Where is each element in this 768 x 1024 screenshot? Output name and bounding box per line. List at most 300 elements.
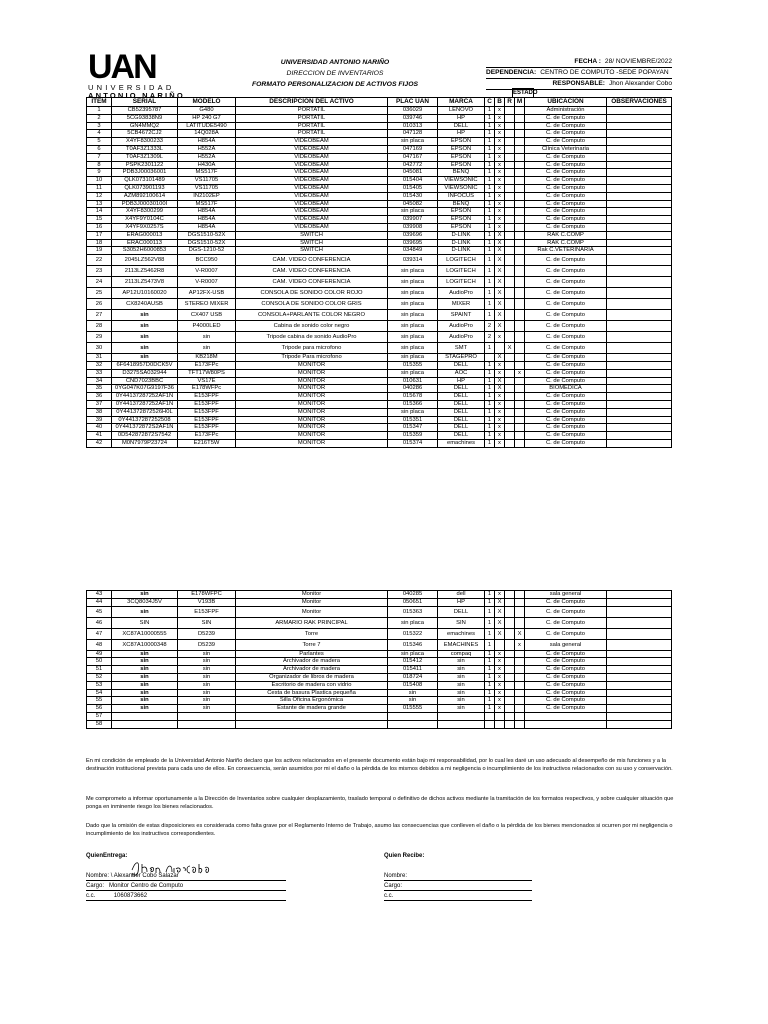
table-row: [87, 130, 672, 138]
table-cell: C. de Computo: [525, 208, 607, 216]
table-cell: 22: [87, 255, 112, 266]
table-cell: E153FPF: [178, 400, 236, 408]
table-cell: 1: [485, 216, 495, 224]
table-cell: [607, 169, 672, 177]
table-cell: 1: [485, 310, 495, 321]
table-cell: 015347: [388, 424, 438, 432]
table-cell: [607, 200, 672, 208]
table-cell: [607, 697, 672, 705]
table-cell: 1: [485, 200, 495, 208]
table-cell: [236, 712, 388, 720]
table-cell: BENQ: [438, 200, 485, 208]
table-cell: x: [495, 138, 505, 146]
table-cell: [515, 385, 525, 393]
table-cell: 1: [485, 266, 495, 277]
table-cell: X: [495, 310, 505, 321]
table-cell: x: [495, 332, 505, 343]
table-cell: [505, 239, 515, 247]
table-cell: C. de Computo: [525, 697, 607, 705]
table-cell: [607, 408, 672, 416]
table-cell: 7: [87, 153, 112, 161]
table-cell: Archivador de madera: [236, 658, 388, 666]
table-cell: ERAG000013: [112, 231, 178, 239]
table-cell: SWITCH: [236, 247, 388, 255]
table-cell: x: [495, 177, 505, 185]
table-cell: 1: [485, 299, 495, 310]
table-cell: 015411: [388, 666, 438, 674]
table-cell: X: [495, 606, 505, 617]
table-cell: [515, 673, 525, 681]
table-cell: 010313: [388, 122, 438, 130]
table-row: [87, 598, 672, 606]
table-cell: [505, 650, 515, 658]
table-cell: EPSON: [438, 145, 485, 153]
table-cell: [505, 277, 515, 288]
entrega-nombre-line: [86, 872, 286, 881]
table-cell: [505, 400, 515, 408]
table-cell: STEREO MIXER: [178, 299, 236, 310]
table-cell: [178, 712, 236, 720]
table-cell: sin placa: [388, 650, 438, 658]
table-cell: 0Y441372872S2AF1N: [112, 424, 178, 432]
table-cell: [515, 321, 525, 332]
table-cell: sin: [178, 332, 236, 343]
table-cell: DELL: [438, 400, 485, 408]
table-cell: LATITUDE5490: [178, 122, 236, 130]
table-cell: [515, 705, 525, 713]
table-cell: [607, 192, 672, 200]
table-cell: [505, 169, 515, 177]
table-cell: X4YF8300233: [112, 138, 178, 146]
table-cell: MS517F: [178, 200, 236, 208]
recibe-cargo-line: [384, 882, 532, 891]
table-cell: H854A: [178, 223, 236, 231]
table-cell: HP: [438, 377, 485, 385]
table-cell: 43: [87, 591, 112, 599]
table-cell: [515, 617, 525, 628]
table-cell: MONITOR: [236, 416, 388, 424]
table-cell: [505, 689, 515, 697]
table-row: [87, 184, 672, 192]
table-cell: x: [515, 369, 525, 377]
table-cell: sin: [112, 354, 178, 362]
table-cell: EPSON: [438, 153, 485, 161]
table-cell: X: [495, 628, 505, 639]
table-cell: 0Y441372872526H0L: [112, 408, 178, 416]
table-cell: PDB3J00030100I: [112, 200, 178, 208]
table-cell: 039908: [388, 223, 438, 231]
table-cell: 0Y44137287252AF1N: [112, 393, 178, 401]
table-cell: 1: [485, 239, 495, 247]
table-cell: MONITOR: [236, 369, 388, 377]
table-cell: H854A: [178, 216, 236, 224]
table-cell: 12: [87, 192, 112, 200]
table-cell: [607, 385, 672, 393]
table-cell: x: [495, 145, 505, 153]
table-cell: [515, 231, 525, 239]
table-cell: [515, 361, 525, 369]
assets-table-lower: [86, 590, 672, 729]
table-cell: sin placa: [388, 266, 438, 277]
legal-paragraph-3: Dado que la omisión de estas disposiciones es considerada como falta grave por el Reglamento Interno de Trabajo, asumo las consecuencias que conlleven el daño o la pérdida de los bienes mencionados si ocurren por mi negligencia o incumplimiento de los instructivos correspondientes.: [86, 823, 673, 838]
table-cell: X: [505, 343, 515, 354]
table-cell: 48: [87, 639, 112, 650]
table-cell: QLK073101489: [112, 177, 178, 185]
table-cell: x: [495, 416, 505, 424]
table-cell: C. de Computo: [525, 321, 607, 332]
table-cell: [505, 310, 515, 321]
table-cell: [505, 591, 515, 599]
table-cell: EPSON: [438, 161, 485, 169]
table-cell: sin: [178, 705, 236, 713]
table-cell: C. de Computo: [525, 161, 607, 169]
table-cell: E173FPc: [178, 361, 236, 369]
table-cell: X: [495, 299, 505, 310]
table-cell: Monitor: [236, 591, 388, 599]
table-cell: LOGITECH: [438, 255, 485, 266]
table-cell: [438, 712, 485, 720]
table-cell: [607, 184, 672, 192]
table-cell: 047128: [388, 130, 438, 138]
table-cell: H854A: [178, 208, 236, 216]
table-cell: x: [495, 439, 505, 447]
table-cell: [515, 223, 525, 231]
table-cell: VIDEOBEAM: [236, 145, 388, 153]
table-cell: 1: [485, 130, 495, 138]
column-header: UBICACIÓN: [525, 98, 607, 107]
table-cell: [505, 247, 515, 255]
table-cell: [607, 255, 672, 266]
table-cell: 1: [485, 138, 495, 146]
table-cell: C. de Computo: [525, 408, 607, 416]
table-cell: 039695: [388, 239, 438, 247]
table-cell: X: [495, 255, 505, 266]
table-row: [87, 639, 672, 650]
table-cell: STAGEPRO: [438, 354, 485, 362]
table-cell: MONITOR: [236, 408, 388, 416]
table-cell: [505, 184, 515, 192]
table-cell: QLK073901193: [112, 184, 178, 192]
table-cell: 050651: [388, 598, 438, 606]
table-cell: sin: [112, 332, 178, 343]
table-cell: C. de Computo: [525, 138, 607, 146]
table-cell: x: [495, 705, 505, 713]
table-cell: 1: [485, 122, 495, 130]
table-cell: 49: [87, 650, 112, 658]
table-cell: C. de Computo: [525, 266, 607, 277]
table-cell: dell: [438, 591, 485, 599]
table-cell: 034849: [388, 247, 438, 255]
table-cell: [525, 720, 607, 728]
table-cell: 9: [87, 169, 112, 177]
table-cell: X: [495, 598, 505, 606]
table-row: [87, 122, 672, 130]
table-cell: 29: [87, 332, 112, 343]
table-cell: 1: [485, 153, 495, 161]
table-cell: CAM. VIDEO CONFERENCIA: [236, 266, 388, 277]
table-cell: VIEWSONIC: [438, 184, 485, 192]
table-cell: sin: [178, 697, 236, 705]
table-cell: C. de Computo: [525, 689, 607, 697]
logo-line-universidad: UNIVERSIDAD: [88, 83, 175, 92]
table-cell: X: [495, 277, 505, 288]
table-cell: [505, 432, 515, 440]
table-cell: AudioPro: [438, 332, 485, 343]
table-cell: LOGITECH: [438, 266, 485, 277]
table-cell: [505, 145, 515, 153]
table-cell: x: [495, 658, 505, 666]
table-cell: [607, 208, 672, 216]
table-cell: DELL: [438, 432, 485, 440]
table-cell: [607, 114, 672, 122]
table-cell: V-R0007: [178, 266, 236, 277]
table-row: [87, 169, 672, 177]
table-row: [87, 343, 672, 354]
table-cell: 24: [87, 277, 112, 288]
table-cell: VIDEOBEAM: [236, 216, 388, 224]
table-cell: EPSON: [438, 138, 485, 146]
table-cell: C. de Computo: [525, 439, 607, 447]
table-row: [87, 288, 672, 299]
table-cell: CONSOLA DE SONIDO COLOR GRIS: [236, 299, 388, 310]
table-cell: 14: [87, 208, 112, 216]
table-cell: [607, 223, 672, 231]
table-cell: X: [495, 266, 505, 277]
table-cell: 15: [87, 216, 112, 224]
table-cell: 042772: [388, 161, 438, 169]
table-cell: DGS-1210-52: [178, 247, 236, 255]
table-cell: Monitor: [236, 606, 388, 617]
table-cell: [505, 712, 515, 720]
table-cell: 010631: [388, 377, 438, 385]
table-cell: [236, 720, 388, 728]
table-cell: [515, 681, 525, 689]
table-cell: [607, 606, 672, 617]
table-cell: 1: [485, 114, 495, 122]
table-cell: 6F6418957D0DCK5V: [112, 361, 178, 369]
table-cell: [607, 130, 672, 138]
table-cell: Rak C.VETERINARIA: [525, 247, 607, 255]
table-cell: D5239: [178, 639, 236, 650]
table-cell: [607, 424, 672, 432]
table-cell: [515, 354, 525, 362]
table-cell: LENOVO: [438, 107, 485, 115]
table-cell: [505, 192, 515, 200]
table-cell: x: [515, 639, 525, 650]
table-cell: PORTATIL: [236, 114, 388, 122]
table-cell: CONSOLA+PARLANTE COLOR NEGRO: [236, 310, 388, 321]
column-header: SERIAL: [112, 98, 178, 107]
table-cell: VIDEOBEAM: [236, 177, 388, 185]
table-cell: PORTATIL: [236, 130, 388, 138]
table-cell: 039907: [388, 216, 438, 224]
table-cell: x: [495, 223, 505, 231]
table-cell: S3052H6000853: [112, 247, 178, 255]
table-row: [87, 628, 672, 639]
table-cell: 14Q028A: [178, 130, 236, 138]
table-cell: [607, 138, 672, 146]
table-cell: C. de Computo: [525, 192, 607, 200]
table-cell: sin: [178, 658, 236, 666]
table-cell: 42: [87, 439, 112, 447]
table-cell: MONITOR: [236, 361, 388, 369]
table-cell: 1: [485, 650, 495, 658]
table-cell: [505, 266, 515, 277]
table-cell: [607, 591, 672, 599]
table-cell: [525, 712, 607, 720]
table-cell: C. de Computo: [525, 310, 607, 321]
table-cell: SIN: [178, 617, 236, 628]
table-cell: 58: [87, 720, 112, 728]
recibe-nombre-label: Nombre:: [384, 873, 408, 879]
table-cell: 30: [87, 343, 112, 354]
table-cell: sin: [112, 310, 178, 321]
table-cell: DGS1510-52X: [178, 231, 236, 239]
table-row: [87, 720, 672, 728]
table-cell: 015405: [388, 184, 438, 192]
table-cell: sin: [112, 673, 178, 681]
table-row: [87, 408, 672, 416]
table-cell: PORTATIL: [236, 122, 388, 130]
table-row: [87, 153, 672, 161]
table-cell: [515, 432, 525, 440]
table-cell: AP12U10160020: [112, 288, 178, 299]
table-cell: M0N7979P23724: [112, 439, 178, 447]
table-cell: D-LINK: [438, 231, 485, 239]
table-cell: x: [495, 200, 505, 208]
table-cell: X: [495, 377, 505, 385]
table-cell: E153FPF: [178, 606, 236, 617]
table-cell: 0D542872872S7542: [112, 432, 178, 440]
table-cell: sin: [178, 343, 236, 354]
table-cell: [515, 712, 525, 720]
table-cell: VIDEOBEAM: [236, 184, 388, 192]
table-cell: C. de Computo: [525, 177, 607, 185]
table-cell: [495, 639, 505, 650]
table-cell: 47: [87, 628, 112, 639]
table-cell: Tripode cabina de sonido AudioPro: [236, 332, 388, 343]
column-header: OBSERVACIONES: [607, 98, 672, 107]
table-cell: [607, 266, 672, 277]
table-cell: H430A: [178, 161, 236, 169]
table-cell: 1: [485, 697, 495, 705]
table-cell: X: [495, 354, 505, 362]
table-cell: IN2102EP: [178, 192, 236, 200]
table-cell: 1: [485, 223, 495, 231]
table-cell: VIDEOBEAM: [236, 208, 388, 216]
table-cell: x: [495, 153, 505, 161]
table-row: [87, 689, 672, 697]
table-cell: DELL: [438, 416, 485, 424]
table-cell: C. de Computo: [525, 416, 607, 424]
table-cell: 2: [87, 114, 112, 122]
table-cell: 1: [485, 369, 495, 377]
table-cell: 039746: [388, 114, 438, 122]
table-cell: VIDEOBEAM: [236, 161, 388, 169]
table-cell: E178WFPc: [178, 385, 236, 393]
table-cell: 52: [87, 673, 112, 681]
table-cell: T0AF3Z1309L: [112, 153, 178, 161]
table-cell: [495, 712, 505, 720]
table-cell: [607, 288, 672, 299]
table-cell: [607, 628, 672, 639]
table-cell: H854A: [178, 138, 236, 146]
table-cell: sin placa: [388, 299, 438, 310]
table-cell: x: [495, 400, 505, 408]
table-cell: [505, 377, 515, 385]
table-cell: x: [495, 681, 505, 689]
table-cell: 039314: [388, 255, 438, 266]
table-cell: X4YF9Y0104C: [112, 216, 178, 224]
table-cell: [515, 138, 525, 146]
table-cell: [515, 192, 525, 200]
entrega-cargo-line: [86, 882, 286, 891]
table-cell: [505, 369, 515, 377]
table-cell: 41: [87, 432, 112, 440]
table-cell: 16: [87, 223, 112, 231]
fecha-label: FECHA :: [574, 58, 601, 65]
table-cell: DELL: [438, 361, 485, 369]
table-cell: 1: [485, 416, 495, 424]
table-cell: 045082: [388, 200, 438, 208]
table-cell: EPSON: [438, 223, 485, 231]
table-cell: VS17E: [178, 377, 236, 385]
table-cell: sin placa: [388, 321, 438, 332]
table-cell: 015346: [388, 639, 438, 650]
table-cell: [607, 720, 672, 728]
table-cell: EPSON: [438, 208, 485, 216]
table-cell: 36: [87, 393, 112, 401]
table-cell: 0YG047K07G9197F36: [112, 385, 178, 393]
table-cell: x: [495, 369, 505, 377]
quien-entrega-label: QuienEntrega:: [86, 853, 128, 859]
table-cell: [505, 216, 515, 224]
dependencia-value: CENTRO DE COMPUTO -SEDE POPAYAN: [540, 69, 669, 76]
table-cell: 1: [485, 673, 495, 681]
table-cell: [505, 130, 515, 138]
table-row: [87, 332, 672, 343]
table-cell: Administración: [525, 107, 607, 115]
table-cell: C. de Computo: [525, 130, 607, 138]
table-cell: E153FPF: [178, 424, 236, 432]
table-cell: sin placa: [388, 277, 438, 288]
quien-recibe-label: Quien Recibe:: [384, 853, 425, 859]
table-cell: KB218M: [178, 354, 236, 362]
table-row: [87, 310, 672, 321]
table-cell: 2113LZ5462R8: [112, 266, 178, 277]
table-cell: 047169: [388, 145, 438, 153]
table-cell: sin: [112, 658, 178, 666]
table-cell: [515, 153, 525, 161]
table-cell: VIDEOBEAM: [236, 153, 388, 161]
table-cell: [505, 385, 515, 393]
table-row: [87, 439, 672, 447]
table-row: [87, 650, 672, 658]
table-cell: 2: [485, 332, 495, 343]
table-cell: 1: [485, 639, 495, 650]
table-row: [87, 591, 672, 599]
table-cell: [505, 177, 515, 185]
table-cell: 039696: [388, 231, 438, 239]
table-cell: [515, 288, 525, 299]
table-cell: C. de Computo: [525, 658, 607, 666]
table-cell: C. de Computo: [525, 650, 607, 658]
table-cell: BCC950: [178, 255, 236, 266]
table-cell: DELL: [438, 385, 485, 393]
table-cell: [495, 343, 505, 354]
table-cell: 015374: [388, 439, 438, 447]
table-cell: CONSOLA DE SONIDO COLOR ROJO: [236, 288, 388, 299]
